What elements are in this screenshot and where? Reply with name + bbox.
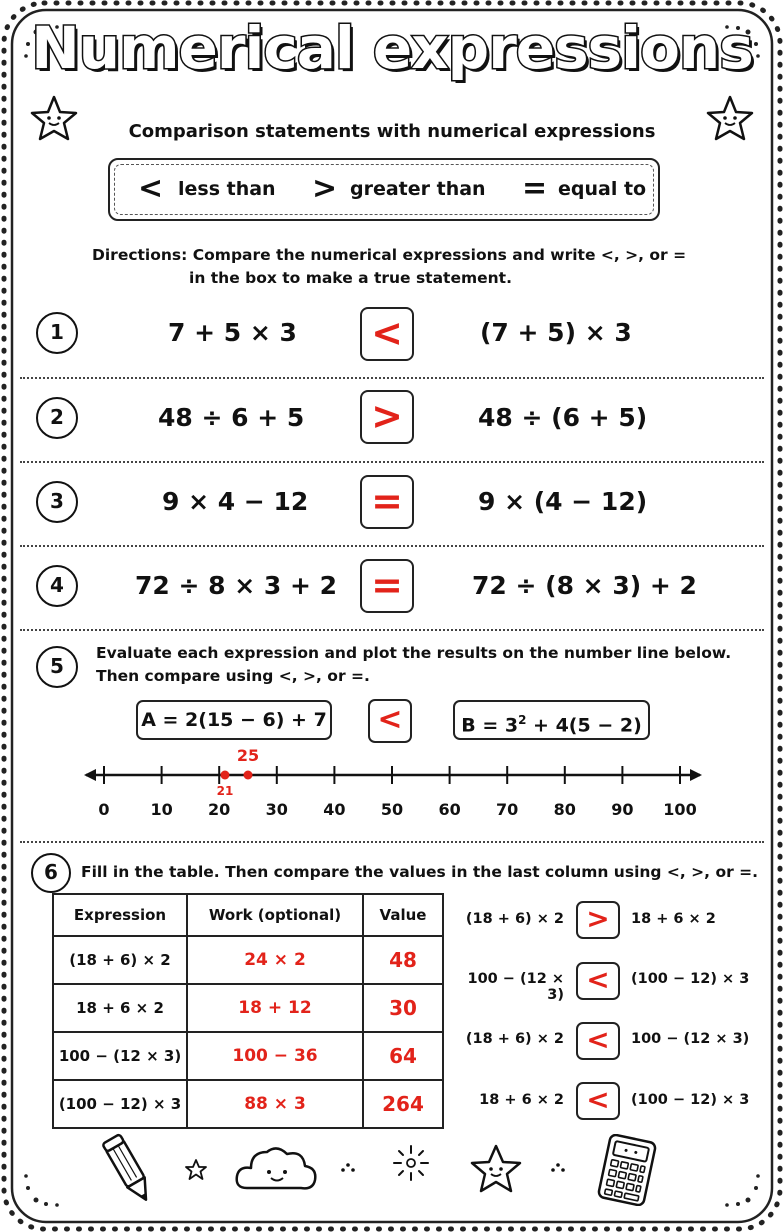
divider <box>20 461 764 463</box>
comparison-right: 18 + 6 × 2 <box>631 911 716 927</box>
directions-line2: in the box to make a true statement. <box>189 269 512 287</box>
table-header-row <box>53 894 443 936</box>
expression-cell: (18 + 6) × 2 <box>53 936 187 984</box>
b-expr-base: B = 3 <box>461 714 519 737</box>
answer-box[interactable]: = <box>360 475 414 529</box>
instruction-line1: Evaluate each expression and plot the results on the number line below. <box>96 644 732 662</box>
work-cell[interactable]: 100 − 36 <box>187 1032 363 1080</box>
expression-cell: (100 − 12) × 3 <box>53 1080 187 1128</box>
star-icon <box>184 1158 208 1182</box>
plotted-point <box>244 771 253 780</box>
tick-label: 40 <box>323 800 346 819</box>
plotted-point <box>220 771 229 780</box>
answer-box[interactable]: < <box>368 699 412 743</box>
table-row <box>53 1032 443 1080</box>
number-line <box>0 740 784 800</box>
table-row <box>53 936 443 984</box>
b-expr-exponent: 2 <box>518 713 527 727</box>
answer-box[interactable]: < <box>576 962 620 1000</box>
left-expression: 9 × 4 − 12 <box>162 487 309 516</box>
column-header: Expression <box>53 894 187 936</box>
value-cell[interactable]: 30 <box>363 984 443 1032</box>
left-expression: 72 ÷ 8 × 3 + 2 <box>135 571 338 600</box>
pencil-icon <box>100 1132 160 1210</box>
greater-than-symbol: > <box>312 171 338 206</box>
problem-number: 1 <box>36 312 78 354</box>
answer-box[interactable]: = <box>360 559 414 613</box>
b-expr-rest: + 4(5 − 2) <box>526 714 642 737</box>
table-row <box>53 984 443 1032</box>
less-than-symbol: < <box>138 171 164 206</box>
column-header: Value <box>363 894 443 936</box>
divider <box>20 377 764 379</box>
left-arrow-icon <box>84 769 96 781</box>
expression-cell: 100 − (12 × 3) <box>53 1032 187 1080</box>
comparison-right: (100 − 12) × 3 <box>631 971 750 987</box>
tick-label: 0 <box>98 800 110 819</box>
less-than-label: less than <box>178 178 276 200</box>
answer-box[interactable]: > <box>360 390 414 444</box>
divider <box>20 629 764 631</box>
problem-number: 2 <box>36 397 78 439</box>
tick-label: 80 <box>553 800 576 819</box>
expression-cell: 18 + 6 × 2 <box>53 984 187 1032</box>
problem-number: 4 <box>36 565 78 607</box>
values-table <box>52 893 444 1129</box>
comparison-right: (100 − 12) × 3 <box>631 1092 750 1108</box>
answer-box[interactable]: > <box>576 901 620 939</box>
value-cell[interactable]: 64 <box>363 1032 443 1080</box>
work-cell[interactable]: 24 × 2 <box>187 936 363 984</box>
problem-number: 6 <box>31 853 71 893</box>
expression-b-box <box>453 700 650 740</box>
divider <box>20 545 764 547</box>
tick-label: 10 <box>150 800 173 819</box>
directions-label: Directions: <box>92 246 188 264</box>
comparison-right: 100 − (12 × 3) <box>631 1031 750 1047</box>
directions <box>92 244 686 290</box>
sparkle-icon <box>390 1142 432 1184</box>
problem6-instruction: Fill in the table. Then compare the values in the last column using <, >, or =. <box>81 863 759 881</box>
value-cell[interactable]: 264 <box>363 1080 443 1128</box>
equal-to-label: equal to <box>558 178 647 200</box>
sparkle-dots-icon <box>548 1160 568 1176</box>
right-expression: (7 + 5) × 3 <box>480 318 632 347</box>
tick-label: 20 <box>208 800 231 819</box>
plotted-point-label: 21 <box>216 784 234 798</box>
problem-number: 5 <box>36 646 78 688</box>
comparison-left: 18 + 6 × 2 <box>479 1092 564 1108</box>
left-expression: 7 + 5 × 3 <box>168 318 297 347</box>
expression-a-box: A = 2(15 − 6) + 7 <box>136 700 332 740</box>
tick-label: 50 <box>380 800 404 819</box>
smiling-star-icon <box>468 1143 524 1195</box>
cloud-icon <box>233 1140 319 1198</box>
page-title: Numerical expressions <box>31 14 753 82</box>
problem-number: 3 <box>36 481 78 523</box>
greater-than-label: greater than <box>350 178 486 200</box>
tick-label: 90 <box>611 800 634 819</box>
work-cell[interactable]: 18 + 12 <box>187 984 363 1032</box>
right-expression: 9 × (4 − 12) <box>478 487 648 516</box>
comparison-left: 100 − (12 × 3) <box>467 971 564 1003</box>
instruction-line2: Then compare using <, >, or =. <box>96 667 370 685</box>
equal-to-symbol: = <box>522 171 548 206</box>
comparison-left: (18 + 6) × 2 <box>465 1031 564 1047</box>
directions-line1: Compare the numerical expressions and write <, >, or = <box>192 246 687 264</box>
table-row <box>53 1080 443 1128</box>
column-header: Work (optional) <box>187 894 363 936</box>
comparison-left: (18 + 6) × 2 <box>465 911 564 927</box>
answer-box[interactable]: < <box>576 1082 620 1120</box>
subtitle: Comparison statements with numerical expressions <box>128 121 656 142</box>
problem5-instruction <box>96 642 731 688</box>
divider <box>20 841 764 843</box>
symbol-legend <box>108 158 660 221</box>
tick-label: 70 <box>496 800 519 819</box>
right-expression: 72 ÷ (8 × 3) + 2 <box>472 571 697 600</box>
right-arrow-icon <box>690 769 702 781</box>
left-expression: 48 ÷ 6 + 5 <box>158 403 305 432</box>
value-cell[interactable]: 48 <box>363 936 443 984</box>
tick-label: 30 <box>265 800 288 819</box>
answer-box[interactable]: < <box>360 307 414 361</box>
plotted-point-label: 25 <box>236 746 260 765</box>
tick-label: 60 <box>438 800 461 819</box>
calculator-icon <box>596 1134 658 1206</box>
answer-box[interactable]: < <box>576 1022 620 1060</box>
tick-label: 100 <box>663 800 697 819</box>
work-cell[interactable]: 88 × 3 <box>187 1080 363 1128</box>
sparkle-dots-icon <box>338 1160 358 1176</box>
right-expression: 48 ÷ (6 + 5) <box>478 403 648 432</box>
